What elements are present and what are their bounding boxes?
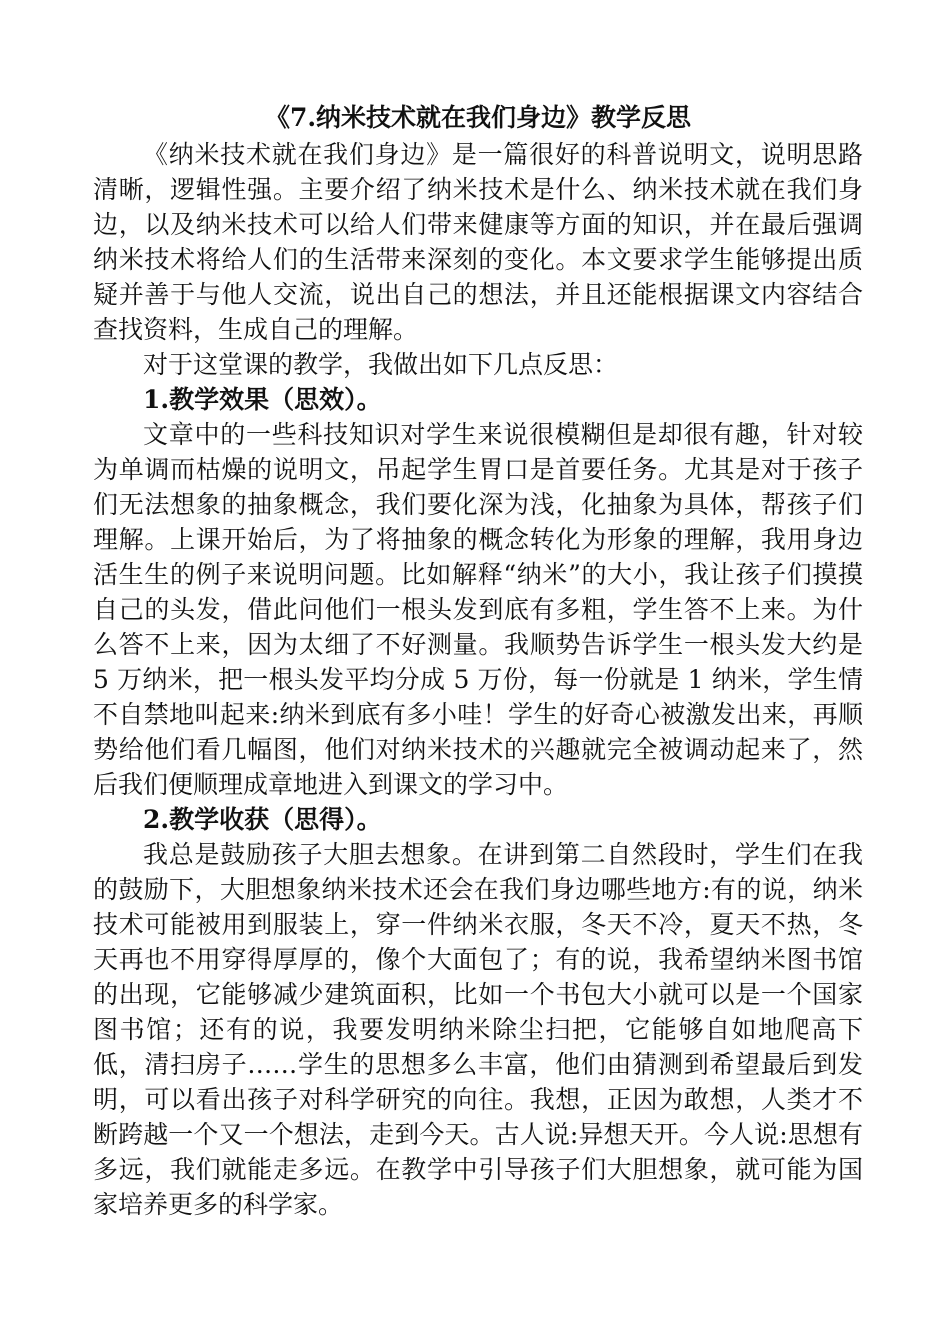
section-heading-teaching-effect: 1.教学效果（思效）。: [143, 385, 382, 414]
document-page: [93, 100, 863, 1222]
paragraph-reflection-lead: 对于这堂课的教学，我做出如下几点反思：: [143, 350, 619, 379]
section-heading-teaching-gains: 2.教学收获（思得）。: [143, 805, 382, 834]
paragraph-intro: 《纳米技术就在我们身边》是一篇很好的科普说明文，说明思路清晰，逻辑性强。主要介绍了纳米技术是什么、纳米技术就在我们身边，以及纳米技术可以给人们带来健康等方面的知识，并在最后强调纳米技术将给人们的生活带来深刻的变化。本文要求学生能够提出质疑并善于与他人交流，说出自己的想法，并且还能根据课文内容结合查找资料，生成自己的理解。: [93, 140, 863, 344]
document-title: 《7.纳米技术就在我们身边》教学反思: [264, 103, 692, 132]
paragraph-teaching-gains: 我总是鼓励孩子大胆去想象。在讲到第二自然段时，学生们在我的鼓励下，大胆想象纳米技术还会在我们身边哪些地方:有的说，纳米技术可能被用到服装上，穿一件纳米衣服，冬天不冷，夏天不热，冬天再也不用穿得厚厚的，像个大面包了；有的说，我希望纳米图书馆的出现，它能够减少建筑面积，比如一个书包大小就可以是一个国家图书馆；还有的说，我要发明纳米除尘扫把，它能够自如地爬高下低，清扫房子……学生的思想多么丰富，他们由猜测到希望最后到发明，可以看出孩子对科学研究的向往。我想，正因为敢想，人类才不断跨越一个又一个想法，走到今天。古人说:异想天开。今人说:思想有多远，我们就能走多远。在教学中引导孩子们大胆想象，就可能为国家培养更多的科学家。: [93, 840, 863, 1219]
paragraph-teaching-effect: 文章中的一些科技知识对学生来说很模糊但是却很有趣，针对较为单调而枯燥的说明文，吊起学生胃口是首要任务。尤其是对于孩子们无法想象的抽象概念，我们要化深为浅，化抽象为具体，帮孩子们理解。上课开始后，为了将抽象的概念转化为形象的理解，我用身边活生生的例子来说明问题。比如解释“纳米”的大小，我让孩子们摸摸自己的头发，借此问他们一根头发到底有多粗，学生答不上来。为什么答不上来，因为太细了不好测量。我顺势告诉学生一根头发大约是 5 万纳米，把一根头发平均分成 5 万份，每一份就是 1 纳米，学生情不自禁地叫起来:纳米到底有多小哇！学生的好奇心被激发出来，再顺势给他们看几幅图，他们对纳米技术的兴趣就完全被调动起来了，然后我们便顺理成章地进入到课文的学习中。: [93, 420, 863, 799]
